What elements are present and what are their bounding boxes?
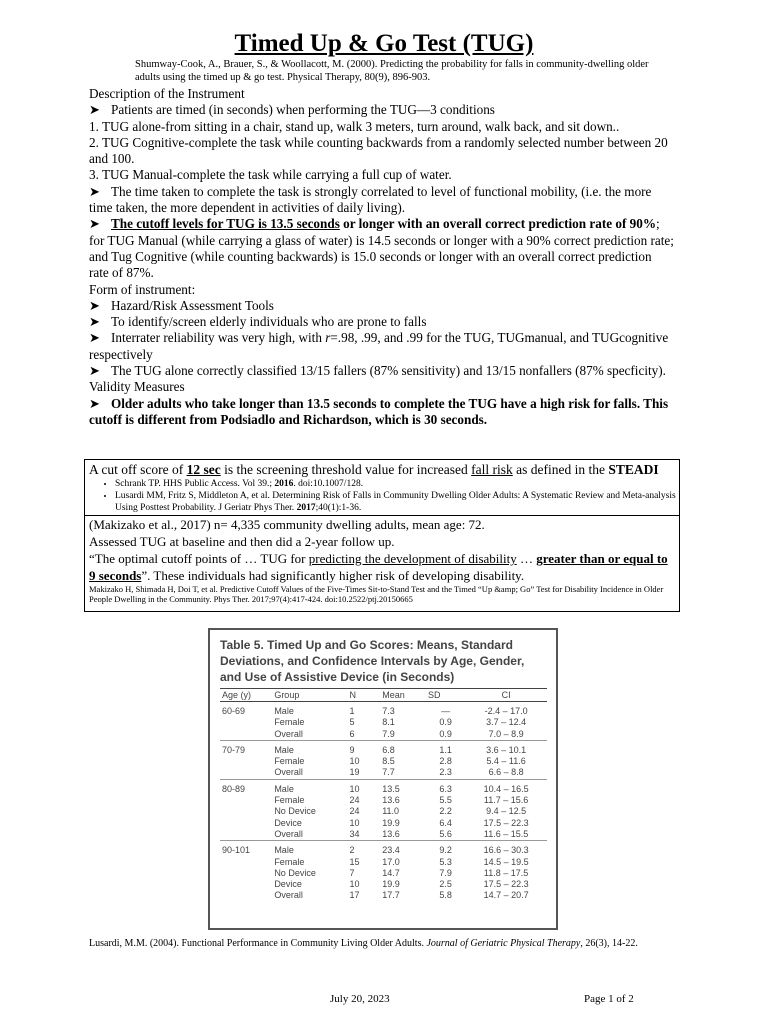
table-cell: 6.8 xyxy=(380,740,426,756)
form-item: ➤ Hazard/Risk Assessment Tools xyxy=(89,297,274,313)
table-header: Group xyxy=(272,689,347,702)
footer-date: July 20, 2023 xyxy=(330,993,390,1005)
table-row xyxy=(220,717,547,728)
steadi-references xyxy=(85,478,679,514)
table-cell: 7.9 xyxy=(382,728,395,739)
table-cell: 7.3 xyxy=(382,706,395,716)
reference-item: • Schrank TP. HHS Public Access. Vol 39.; 2016. doi:10.1007/128. xyxy=(115,478,679,490)
table-cell xyxy=(220,767,272,779)
table-cell: 24 xyxy=(349,795,360,806)
arrow-bullet-icon: ➤ xyxy=(89,330,101,346)
table-cell xyxy=(220,879,272,890)
table-cell: 15 xyxy=(349,856,360,867)
table-cell: Overall xyxy=(274,828,303,839)
table-cell: 14.7 xyxy=(382,867,400,878)
table-cell: 9 xyxy=(348,740,381,756)
arrow-bullet-icon: ➤ xyxy=(89,395,101,411)
table-cell: 14.5 – 19.5 xyxy=(483,856,529,867)
arrow-bullet-icon: ➤ xyxy=(89,363,101,379)
table-row xyxy=(220,868,547,879)
table-cell xyxy=(220,868,272,879)
table-cell: -2.4 – 17.0 xyxy=(484,706,528,716)
table-cell: Device xyxy=(274,879,302,890)
table-cell: 19.9 xyxy=(382,817,400,828)
table-cell: 2.3 xyxy=(439,767,452,778)
table-cell xyxy=(220,818,272,829)
table-row xyxy=(220,818,547,829)
tug-scores-table-image xyxy=(208,628,558,930)
bullet-classified: ➤ The TUG alone correctly classified 13/15 fallers (87% sensitivity) and 13/15 nonfallers (87% specficity). xyxy=(89,363,666,379)
table-cell: 5.5 xyxy=(439,795,452,806)
page-number: Page 1 of 2 xyxy=(584,993,634,1005)
table-cell xyxy=(220,857,272,868)
bullet-patients: ➤ Patients are timed (in seconds) when performing the TUG—3 conditions xyxy=(89,102,495,118)
table-header: Mean xyxy=(380,689,426,702)
table-cell: 3.6 – 10.1 xyxy=(465,740,547,756)
table-cell: 10 xyxy=(349,817,360,828)
table-cell: 10.4 – 16.5 xyxy=(465,779,547,795)
table-header: Age (y) xyxy=(220,689,272,702)
table-cell xyxy=(220,795,272,806)
table-cell xyxy=(220,729,272,741)
table-cell: 14.7 – 20.7 xyxy=(483,890,529,901)
table-cell: 9.4 – 12.5 xyxy=(486,806,527,817)
table-row xyxy=(220,740,547,756)
table-row xyxy=(220,795,547,806)
arrow-bullet-icon: ➤ xyxy=(89,216,101,232)
table-cell: 2.5 xyxy=(439,879,452,890)
table-row xyxy=(220,767,547,779)
validity-heading: Validity Measures xyxy=(89,379,185,395)
table-cell: 17.7 xyxy=(382,890,400,901)
table-header-row xyxy=(220,689,547,702)
table-cell: 6.3 xyxy=(426,779,465,795)
makizako-line-2: Assessed TUG at baseline and then did a 2-year follow up. xyxy=(89,534,395,549)
condition-3: 3. TUG Manual-complete the task while carrying a full cup of water. xyxy=(89,167,452,183)
table-cell: 60-69 xyxy=(222,706,246,716)
table-row xyxy=(220,879,547,890)
table-cell: 17.5 – 22.3 xyxy=(483,817,529,828)
description-heading: Description of the Instrument xyxy=(89,86,245,101)
table-cell xyxy=(220,717,272,728)
table-cell: 19.9 xyxy=(382,879,400,890)
makizako-reference: Makizako H, Shimada H, Doi T, et al. Predictive Cutoff Values of the Five-Times Sit-to-Stand Test and the Timed “Up &amp; Go” Test for Disability Incidence in Older People Dwelling in the Community. Phys Ther. 2017;97(4):417-424. doi:10.2522/ptj.20150665 xyxy=(89,584,664,604)
table-cell: 13.6 xyxy=(382,795,400,806)
table-cell: 0.9 xyxy=(439,717,452,728)
arrow-bullet-icon: ➤ xyxy=(89,297,101,313)
table-row xyxy=(220,779,547,795)
arrow-bullet-icon: ➤ xyxy=(89,314,101,330)
table-cell: No Device xyxy=(274,806,316,817)
table-cell: 11.0 xyxy=(382,806,400,817)
table-cell: Overall xyxy=(274,728,303,739)
bullet-correlated: ➤ The time taken to complete the task is strongly correlated to level of functional mobility, (i.e. the more time taken, the more dependent in activities of daily living). xyxy=(89,183,652,216)
table-cell: 16.6 – 30.3 xyxy=(465,841,547,857)
table-header: CI xyxy=(465,689,547,702)
table-cell: 17 xyxy=(349,890,360,901)
table-cell: 1 xyxy=(349,706,355,716)
table-cell: Overall xyxy=(274,890,303,901)
table-cell: 13.6 xyxy=(382,828,400,839)
table-cell xyxy=(220,756,272,767)
table-cell: 1.1 xyxy=(426,740,465,756)
table-cell: 7.7 xyxy=(382,767,395,778)
table-cell: 90-101 xyxy=(220,841,272,857)
condition-2: 2. TUG Cognitive-complete the task while counting backwards from a randomly selected number between 20 and 100. xyxy=(89,134,668,167)
table-cell: 9.2 xyxy=(426,841,465,857)
table-row xyxy=(220,857,547,868)
table-cell: 7.9 xyxy=(439,867,452,878)
table-row xyxy=(220,806,547,817)
table-cell: No Device xyxy=(274,867,316,878)
table-cell: 8.1 xyxy=(382,717,395,728)
table-cell: Device xyxy=(274,817,302,828)
table-cell: 0.9 xyxy=(439,728,452,739)
top-citation: Shumway-Cook, A., Brauer, S., & Woollacott, M. (2000). Predicting the probability for falls in community-dwelling older adults using the timed up & go test. Physical Therapy, 80(9), 896-903. xyxy=(135,59,649,83)
table-cell: 6 xyxy=(349,728,355,739)
table-cell: 8.5 xyxy=(382,756,395,767)
makizako-quote: “The optimal cutoff points of … TUG for predicting the development of disability … greater than or equal to 9 seconds”. These individuals had significantly higher risk of developing disability. xyxy=(89,551,668,583)
main-body xyxy=(89,86,674,428)
table-cell: 7.0 – 8.9 xyxy=(488,728,524,739)
table-cell: 2.2 xyxy=(439,806,452,817)
bullet-validity: ➤ Older adults who take longer than 13.5 seconds to complete the TUG have a high risk for falls. This cutoff is different from Podsiadlo and Richardson, which is 30 seconds. xyxy=(89,395,669,427)
table-cell: 70-79 xyxy=(220,740,272,756)
table-cell: 24 xyxy=(349,806,360,817)
table-cell: 80-89 xyxy=(220,779,272,795)
table-cell: 10 xyxy=(349,756,360,767)
table-cell: 23.4 xyxy=(380,841,426,857)
table-cell: 34 xyxy=(349,828,360,839)
reference-item: • Lusardi MM, Fritz S, Middleton A, et al. Determining Risk of Falls in Community Dwelling Older Adults: A Systematic Review and Meta-analysis Using Posttest Probability. J Geriatr Phys Ther. 2017;40(1):1-36. xyxy=(115,490,679,514)
table-cell: Female xyxy=(274,795,305,806)
table-cell: 6.4 xyxy=(439,817,452,828)
table-cell: Overall xyxy=(274,767,303,778)
arrow-bullet-icon: ➤ xyxy=(89,102,101,118)
tug-scores-table xyxy=(220,688,547,904)
footer-reference: Lusardi, M.M. (2004). Functional Performance in Community Living Older Adults. Journal of Geriatric Physical Therapy, 26(3), 14-22. xyxy=(89,938,638,949)
table-cell: Male xyxy=(272,841,347,857)
table-cell: 11.6 – 15.5 xyxy=(483,828,529,839)
steadi-statement: A cut off score of 12 sec is the screening threshold value for increased fall risk as defined in the STEADI xyxy=(89,462,659,477)
table-cell xyxy=(220,829,272,841)
steadi-box xyxy=(84,459,680,516)
condition-1: 1. TUG alone-from sitting in a chair, stand up, walk 3 meters, turn around, walk back, and sit down.. xyxy=(89,118,620,134)
table-cell: — xyxy=(441,706,451,716)
form-heading: Form of instrument: xyxy=(89,281,196,297)
table-row xyxy=(220,729,547,741)
table-body xyxy=(220,702,547,904)
table-cell: 10 xyxy=(349,879,360,890)
table-cell: 13.5 xyxy=(380,779,426,795)
table-cell: 5.6 xyxy=(439,828,452,839)
table-cell: 11.7 – 15.6 xyxy=(483,795,529,806)
table-cell: Female xyxy=(274,717,305,728)
table-cell: 7 xyxy=(349,867,355,878)
table-cell: 2.8 xyxy=(439,756,452,767)
table-row xyxy=(220,841,547,857)
table-cell: 2 xyxy=(348,841,381,857)
page-title: Timed Up & Go Test (TUG) xyxy=(234,30,534,57)
table-header: SD xyxy=(426,689,465,702)
form-item: ➤ To identify/screen elderly individuals who are prone to falls xyxy=(89,314,427,330)
table-cell: 10 xyxy=(348,779,381,795)
table-cell: 5.8 xyxy=(439,890,452,901)
table-cell: Female xyxy=(274,756,305,767)
table-cell xyxy=(220,806,272,817)
table-caption: Table 5. Timed Up and Go Scores: Means, Standard Deviations, and Confidence Intervals by Age, Gender, and Use of Assistive Device (in Seconds) xyxy=(220,638,525,684)
table-cell: 5.3 xyxy=(439,856,452,867)
bullet-interrater: ➤ Interrater reliability was very high, with r=.98, .99, and .99 for the TUG, TUGmanual, and TUGcognitive respectively xyxy=(89,330,669,362)
table-cell: 11.8 – 17.5 xyxy=(483,867,529,878)
table-row xyxy=(220,756,547,767)
table-cell: 5 xyxy=(349,717,355,728)
table-row xyxy=(220,702,547,718)
table-cell: Male xyxy=(272,740,347,756)
table-cell: Male xyxy=(272,779,347,795)
bullet-cutoff: ➤ The cutoff levels for TUG is 13.5 seconds or longer with an overall correct prediction rate of 90%; for TUG Manual (while carrying a glass of water) is 14.5 seconds or longer with a 90% correct prediction rate; and Tug Cognitive (while counting backwards) is 15.0 seconds or longer with an overall correct prediction rate of 87%. xyxy=(89,216,674,281)
table-header: N xyxy=(348,689,381,702)
makizako-box xyxy=(84,516,680,612)
table-row xyxy=(220,829,547,841)
table-cell: 6.6 – 8.8 xyxy=(488,767,524,778)
table-cell: 17.5 – 22.3 xyxy=(483,879,529,890)
table-cell: Male xyxy=(274,706,294,716)
table-cell xyxy=(220,890,272,903)
makizako-line-1: (Makizako et al., 2017) n= 4,335 community dwelling adults, mean age: 72. xyxy=(89,517,485,532)
arrow-bullet-icon: ➤ xyxy=(89,183,101,199)
table-row xyxy=(220,890,547,903)
table-cell: Female xyxy=(274,856,305,867)
table-cell: 3.7 – 12.4 xyxy=(486,717,527,728)
table-cell: 17.0 xyxy=(382,856,400,867)
table-cell: 5.4 – 11.6 xyxy=(486,756,526,767)
table-cell: 19 xyxy=(349,767,360,778)
